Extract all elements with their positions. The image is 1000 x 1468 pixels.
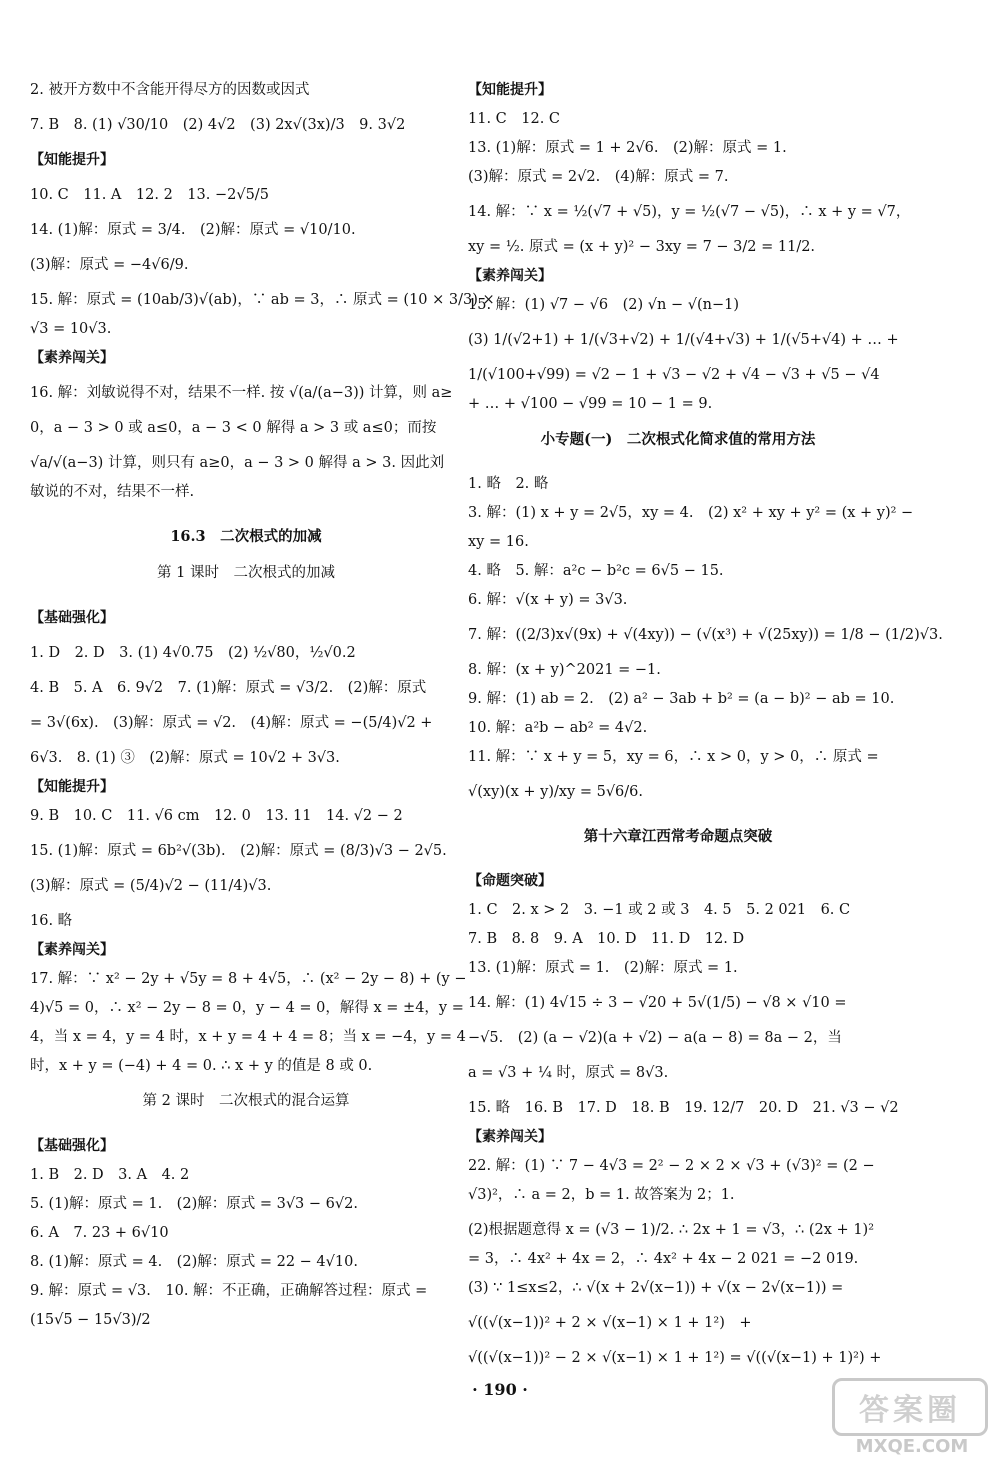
text-line: 13. (1)解：原式 = 1. (2)解：原式 = 1. <box>468 960 738 976</box>
section-tag: 【素养闯关】 <box>468 268 552 284</box>
text-line: = 3√(6x). (3)解：原式 = √2. (4)解：原式 = −(5/4)√2 + <box>30 714 433 731</box>
text-line: 0，a − 3 > 0 或 a≤0，a − 3 < 0 解得 a > 3 或 a≤0；而按 <box>30 420 437 436</box>
text-line: 7. 解：((2/3)x√(9x) + √(4xy)) − (√(x³) + √(25xy)) = 1/8 − (1/2)√3. <box>468 627 943 643</box>
text-line: 16. 解：刘敏说得不对，结果不一样. 按 √(a/(a−3)) 计算，则 a≥ <box>30 385 453 401</box>
text-line: 1/(√100+√99) = √2 − 1 + √3 − √2 + √4 − √3 + √5 − √4 <box>468 367 880 383</box>
section-tag: 【知能提升】 <box>30 152 114 168</box>
text-line: −√5. (2) (a − √2)(a + √2) − a(a − 8) = 8a − 2，当 <box>468 1030 842 1046</box>
text-line: + … + √100 − √99 = 10 − 1 = 9. <box>468 396 713 412</box>
text-line: 7. B 8. (1) √30/10 (2) 4√2 (3) 2x√(3x)/3 9. 3√2 <box>30 117 406 133</box>
text-line: 15. 略 16. B 17. D 18. B 19. 12/7 20. D 21. √3 − √2 <box>468 1100 899 1116</box>
section-tag: 【基础强化】 <box>30 609 114 626</box>
text-line: 1. 略 2. 略 <box>468 476 549 492</box>
left-column <box>30 80 495 1330</box>
text-line: 敏说的不对，结果不一样. <box>30 484 195 500</box>
text-line: 13. (1)解：原式 = 1 + 2√6. (2)解：原式 = 1. <box>468 140 787 156</box>
text-line: 15. (1)解：原式 = 6b²√(3b). (2)解：原式 = (8/3)√3 − 2√5. <box>30 842 447 859</box>
watermark-logo: 答案圈 <box>832 1378 988 1436</box>
text-line: 9. 解：(1) ab = 2. (2) a² − 3ab + b² = (a − b)² − ab = 10. <box>468 691 895 707</box>
text-line: 4. B 5. A 6. 9√2 7. (1)解：原式 = √3/2. (2)解：原式 <box>30 679 427 696</box>
text-line: √3 = 10√3. <box>30 321 112 337</box>
text-line: 8. 解：(x + y)^2021 = −1. <box>468 662 661 678</box>
section-tag: 【素养闯关】 <box>30 941 114 958</box>
watermark-url: MXQE.COM <box>855 1436 969 1457</box>
section-title: 第十六章江西常考命题点突破 <box>583 827 773 845</box>
text-line: 22. 解：(1) ∵ 7 − 4√3 = 2² − 2 × 2 × √3 + (√3)² = (2 − <box>468 1158 875 1174</box>
text-line: 17. 解：∵ x² − 2y + √5y = 8 + 4√5，∴ (x² − 2y − 8) + (y − <box>30 970 467 987</box>
text-line: (3)解：原式 = 2√2. (4)解：原式 = 7. <box>468 169 729 185</box>
text-line: 9. B 10. C 11. √6 cm 12. 0 13. 11 14. √2 − 2 <box>30 807 403 824</box>
text-line: (3)解：原式 = −4√6/9. <box>30 257 189 273</box>
watermark <box>832 1378 992 1462</box>
text-line: 6. 解：√(x + y) = 3√3. <box>468 592 628 608</box>
text-line: (3) 1/(√2+1) + 1/(√3+√2) + 1/(√4+√3) + 1/(√5+√4) + … + <box>468 332 899 348</box>
text-line: (3) ∵ 1≤x≤2，∴ √(x + 2√(x−1)) + √(x − 2√(x−1)) = <box>468 1280 844 1296</box>
section-tag: 【基础强化】 <box>30 1137 114 1154</box>
text-line: √((√(x−1))² − 2 × √(x−1) × 1 + 1²) = √((√(x−1) + 1)²) + <box>468 1350 882 1366</box>
subsection-title: 第 1 课时 二次根式的加减 <box>157 565 335 581</box>
text-line: 11. C 12. C <box>468 111 561 127</box>
text-line: 4)√5 = 0，∴ x² − 2y − 8 = 0，y − 4 = 0，解得 x = ±4，y = <box>30 999 464 1016</box>
section-title: 16.3 二次根式的加减 <box>170 527 322 545</box>
text-line: √a/√(a−3) 计算，则只有 a≥0，a − 3 > 0 解得 a > 3. 因此刘 <box>30 455 445 471</box>
subsection-title: 第 2 课时 二次根式的混合运算 <box>142 1093 350 1109</box>
text-line: xy = 16. <box>468 534 529 550</box>
section-tag: 【知能提升】 <box>468 82 552 98</box>
text-line: 1. B 2. D 3. A 4. 2 <box>30 1166 190 1183</box>
text-line: √(xy)(x + y)/xy = 5√6/6. <box>468 784 644 800</box>
text-line: 11. 解：∵ x + y = 5，xy = 6，∴ x > 0，y > 0，∴ 原式 = <box>468 749 879 765</box>
text-line: √((√(x−1))² + 2 × √(x−1) × 1 + 1²) + <box>468 1315 752 1331</box>
text-line: 5. (1)解：原式 = 1. (2)解：原式 = 3√3 − 6√2. <box>30 1195 358 1212</box>
text-line: 时，x + y = (−4) + 4 = 0. ∴ x + y 的值是 8 或 0. <box>30 1057 373 1074</box>
section-tag: 【知能提升】 <box>30 778 114 795</box>
text-line: 1. D 2. D 3. (1) 4√0.75 (2) ½√80，½√0.2 <box>30 644 356 661</box>
section-tag: 【素养闯关】 <box>468 1129 552 1145</box>
text-line: 4. 略 5. 解：a²c − b²c = 6√5 − 15. <box>468 563 724 579</box>
text-line: 14. 解：∵ x = ½(√7 + √5)，y = ½(√7 − √5)，∴ x + y = √7， <box>468 204 911 220</box>
text-line: 6√3. 8. (1) ③ (2)解：原式 = 10√2 + 3√3. <box>30 749 340 766</box>
text-line: 14. (1)解：原式 = 3/4. (2)解：原式 = √10/10. <box>30 222 356 238</box>
section-tag: 【命题突破】 <box>468 873 552 889</box>
text-line: 2. 被开方数中不含能开得尽方的因数或因式 <box>30 82 310 98</box>
text-line: 8. (1)解：原式 = 4. (2)解：原式 = 22 − 4√10. <box>30 1253 358 1270</box>
text-line: 15. 解：原式 = (10ab/3)√(ab)，∵ ab = 3，∴ 原式 = (10 × 3/3) × <box>30 292 495 308</box>
text-line: 6. A 7. 23 + 6√10 <box>30 1224 169 1241</box>
text-line: 16. 略 <box>30 912 73 929</box>
text-line: 7. B 8. 8 9. A 10. D 11. D 12. D <box>468 931 745 947</box>
text-line: xy = ½. 原式 = (x + y)² − 3xy = 7 − 3/2 = 11/2. <box>468 239 816 255</box>
text-line: a = √3 + ¼ 时，原式 = 8√3. <box>468 1065 669 1081</box>
text-line: √3)²，∴ a = 2，b = 1. 故答案为 2；1. <box>468 1187 735 1203</box>
text-line: 14. 解：(1) 4√15 ÷ 3 − √20 + 5√(1/5) − √8 × √10 = <box>468 995 847 1011</box>
text-line: (15√5 − 15√3)/2 <box>30 1311 151 1328</box>
right-column <box>468 80 943 1368</box>
text-line: 10. 解：a²b − ab² = 4√2. <box>468 720 648 736</box>
section-title: 小专题(一) 二次根式化简求值的常用方法 <box>540 430 816 448</box>
text-line: (2)根据题意得 x = (√3 − 1)/2. ∴ 2x + 1 = √3，∴ (2x + 1)² <box>468 1222 875 1238</box>
text-line: (3)解：原式 = (5/4)√2 − (11/4)√3. <box>30 877 272 894</box>
text-line: 9. 解：原式 = √3. 10. 解：不正确，正确解答过程：原式 = <box>30 1282 428 1299</box>
text-line: 10. C 11. A 12. 2 13. −2√5/5 <box>30 187 269 203</box>
text-line: 4，当 x = 4，y = 4 时，x + y = 4 + 4 = 8；当 x = −4，y = 4 <box>30 1028 466 1045</box>
text-line: = 3，∴ 4x² + 4x = 2，∴ 4x² + 4x − 2 021 = −2 019. <box>468 1251 859 1267</box>
text-line: 1. C 2. x > 2 3. −1 或 2 或 3 4. 5 5. 2 021 6. C <box>468 902 851 918</box>
text-line: 15. 解：(1) √7 − √6 (2) √n − √(n−1) <box>468 297 739 313</box>
page-number: · 190 · <box>472 1380 528 1399</box>
text-line: 3. 解：(1) x + y = 2√5，xy = 4. (2) x² + xy + y² = (x + y)² − <box>468 505 914 521</box>
section-tag: 【素养闯关】 <box>30 350 114 366</box>
